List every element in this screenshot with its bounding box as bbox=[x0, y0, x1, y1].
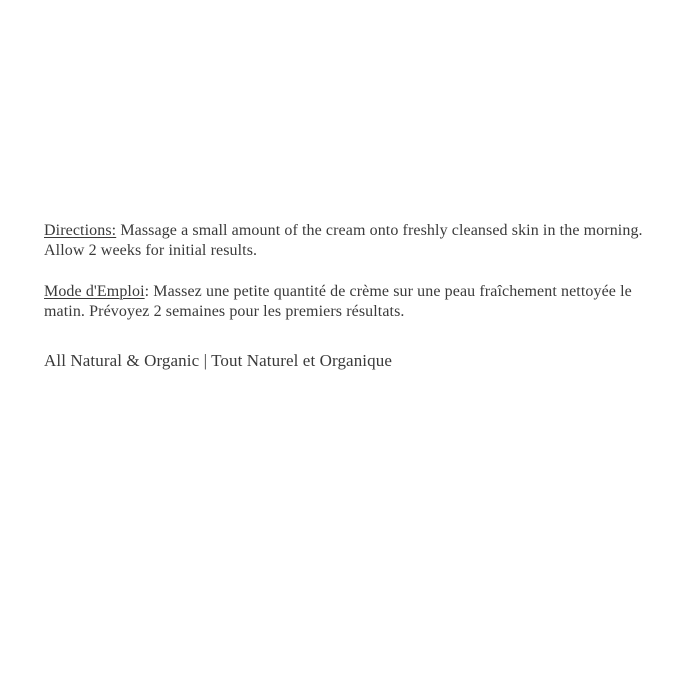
mode-demploi-separator: : bbox=[144, 283, 150, 300]
tagline: All Natural & Organic | Tout Naturel et Organique bbox=[44, 351, 392, 370]
mode-demploi-heading: Mode d'Emploi bbox=[44, 283, 145, 300]
directions-paragraph bbox=[44, 221, 644, 260]
mode-demploi-paragraph bbox=[44, 282, 644, 321]
product-label-text-panel bbox=[44, 221, 644, 371]
directions-heading: Directions: bbox=[44, 222, 117, 239]
mode-demploi-body: Massez une petite quantité de crème sur une peau fraîchement nettoyée le matin. Prévoyez 2 semaines pour les premiers résultats. bbox=[44, 283, 632, 320]
directions-body: Massage a small amount of the cream onto freshly cleansed skin in the morning. Allow 2 weeks for initial results. bbox=[44, 222, 643, 259]
